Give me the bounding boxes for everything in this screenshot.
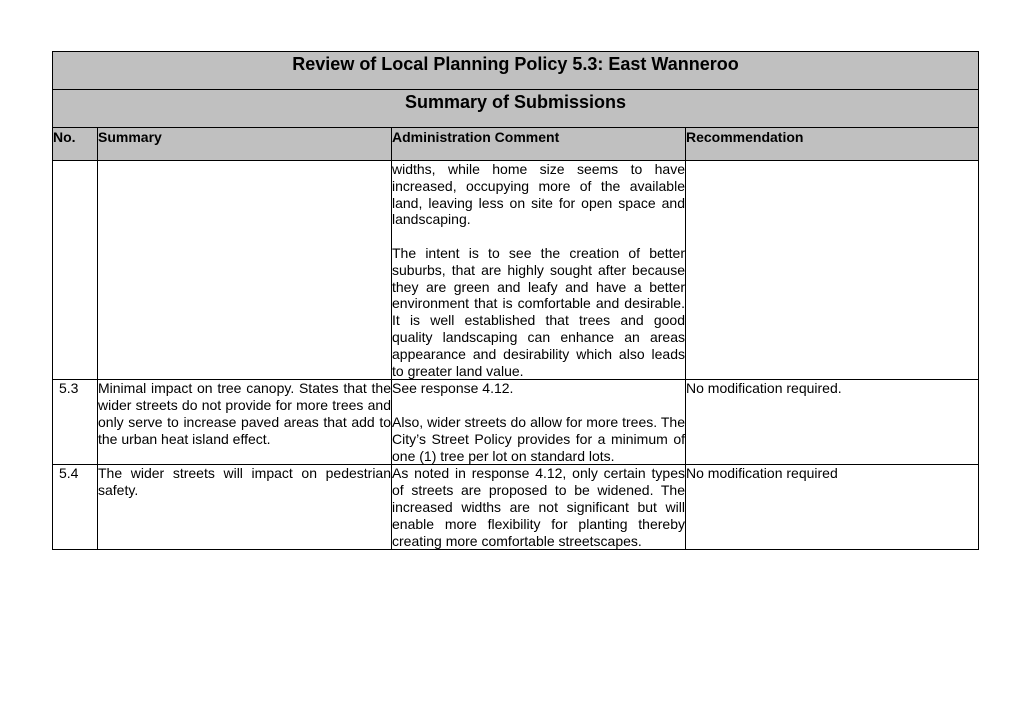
comment-paragraph: The intent is to see the creation of better suburbs, that are highly sought after because they are green and leafy and have a better environment that is comfortable and desirable. It is well established that trees and good quality landscaping can enhance an areas appearance and desirability which also leads to greater land value. [392, 244, 685, 379]
column-header-recommendation: Recommendation [686, 128, 979, 161]
column-header-row [53, 128, 979, 161]
row-summary [98, 161, 392, 380]
summary-text: Minimal impact on tree canopy. States that the wider streets do not provide for more trees and only serve to increase paved areas that add to the urban heat island effect. [98, 380, 391, 447]
subtitle-row [53, 90, 979, 128]
column-header-summary: Summary [98, 128, 392, 161]
title-row [53, 52, 979, 90]
comment-paragraph: Also, wider streets do allow for more trees. The City’s Street Policy provides for a minimum of one (1) tree per lot on standard lots. [392, 413, 685, 464]
row-summary [98, 465, 392, 550]
row-comment [392, 161, 686, 380]
summary-text: The wider streets will impact on pedestrian safety. [98, 465, 391, 499]
row-number [53, 161, 98, 380]
row-recommendation: No modification required. [686, 380, 979, 465]
column-header-no: No. [53, 128, 98, 161]
row-number: 5.3 [53, 380, 98, 465]
document-title: Review of Local Planning Policy 5.3: East Wanneroo [53, 52, 979, 90]
table-row [53, 380, 979, 465]
table-row [53, 465, 979, 550]
row-summary [98, 380, 392, 465]
document-subtitle: Summary of Submissions [53, 90, 979, 128]
row-comment [392, 380, 686, 465]
submissions-table [52, 51, 979, 550]
comment-paragraph: See response 4.12. [392, 380, 514, 397]
row-recommendation [686, 161, 979, 380]
row-comment [392, 465, 686, 550]
table-row [53, 161, 979, 380]
column-header-administration-comment: Administration Comment [392, 128, 686, 161]
row-number: 5.4 [53, 465, 98, 550]
comment-paragraph: widths, while home size seems to have increased, occupying more of the available land, leaving less on site for open space and landscaping. [392, 161, 685, 228]
row-recommendation: No modification required [686, 465, 979, 550]
comment-paragraph: As noted in response 4.12, only certain types of streets are proposed to be widened. The increased widths are not significant but will enable more flexibility for planting thereby creating more comfortable streetscapes. [392, 465, 685, 549]
